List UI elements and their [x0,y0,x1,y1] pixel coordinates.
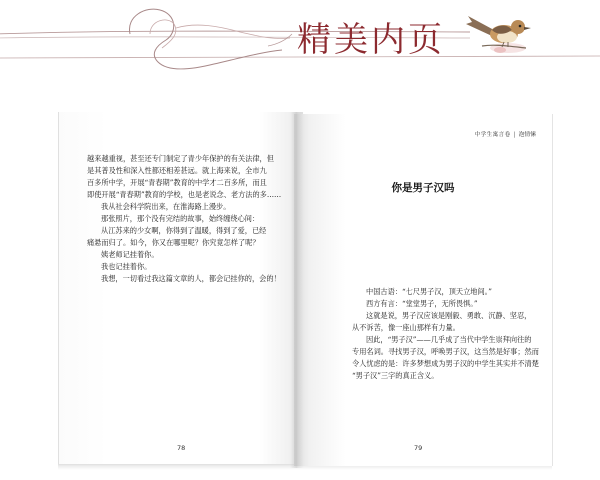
paragraph: “男子汉”三字的真正含义。 [352,371,439,380]
left-page-number: 78 [177,444,186,452]
paragraph: 那张照片，那个没有完结的故事，始终缠绕心间： [101,214,260,223]
open-book [58,112,552,472]
paragraph: 痛悬而归了。如今，你又在哪里呢？你究竟怎样了呢？ [87,238,260,247]
paragraph: 从不诉苦，像一座山那样有力量。 [352,323,460,332]
paragraph: 越来越重视，甚至还专门制定了青少年保护的有关法律，但 [87,154,274,163]
paragraph: 专用名词。寻找男子汉，呼唤男子汉，这当然是好事；然而 [352,347,539,356]
paragraph: 令人忧虑的是：许多梦想成为男子汉的中学生其实并不清楚 [352,359,539,368]
left-page [58,112,303,464]
paragraph: 从江苏来的少女啊，你得到了温暖，得到了爱，已经 [101,226,267,235]
running-header-separator: | [513,132,516,138]
right-page-body [352,286,539,382]
book-spine-shadow [290,112,304,468]
left-page-body [87,153,281,285]
running-header-section: 泡情愫 [518,132,536,138]
paragraph: 我也记挂着你。 [101,262,152,271]
right-page [294,114,553,466]
banner-title: 精美内页 [297,20,445,60]
running-header [475,129,536,138]
chapter-title: 你是男子汉吗 [391,182,455,194]
paragraph: 中国古语：“七尺男子汉，顶天立地间。” [366,287,492,296]
right-page-number: 79 [414,444,423,452]
paragraph: 我从社会科学院出来，在淮海路上漫步。 [101,202,231,211]
paragraph: 百多所中学，开展“青春期”教育的中学才二百多所，而且 [87,178,267,187]
paragraph: 因此，“男子汉”——几乎成了当代中学生崇拜向往的 [366,335,532,344]
paragraph: 我想，一切看过我这篇文章的人，都会记挂你的，会的！ [101,274,281,283]
paragraph: 是其普及性和深入性都还相差甚远。就上海来说，全市九 [87,166,267,175]
bird-illustration-icon [464,6,534,58]
paragraph: 这就是说，男子汉应该是刚毅、勇敢、沉静、坚忍， [366,311,532,320]
header-banner [0,0,600,92]
paragraph: 即使开展“青春期”教育的学校，也是老说念、老方法的多…… [87,190,282,199]
running-header-series: 中学生寓言卷 [474,132,511,138]
paragraph: 姨老师记挂着你。 [101,250,159,259]
paragraph: 西方有言：“堂堂男子，无所畏惧。” [366,299,478,308]
